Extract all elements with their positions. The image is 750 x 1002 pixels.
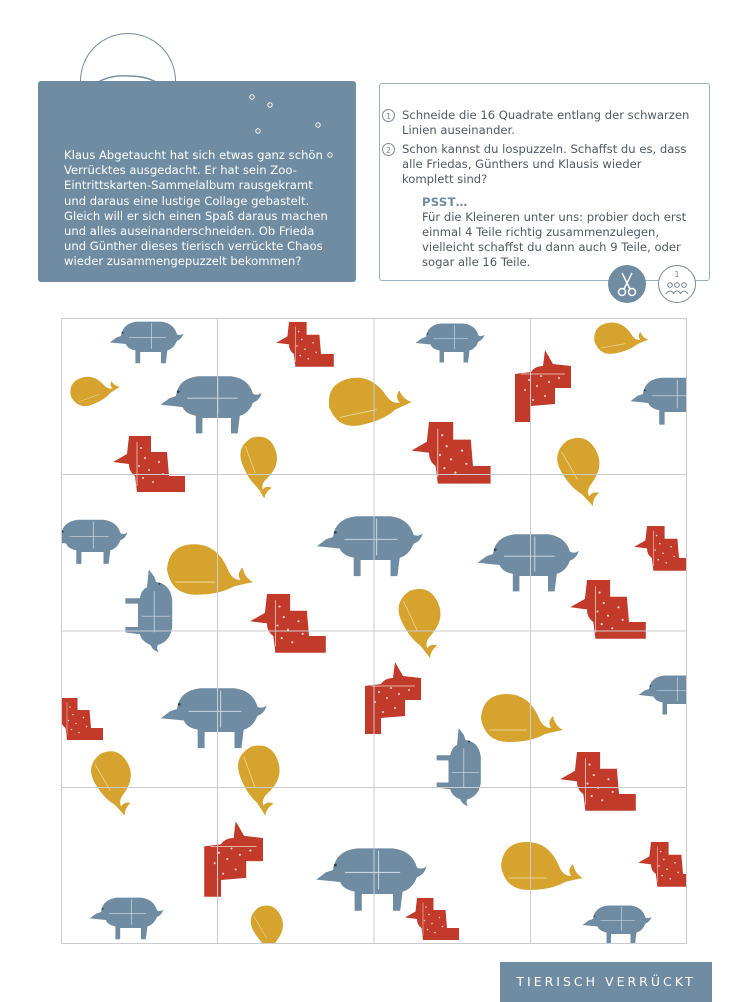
intro-story-text: Klaus Abgetaucht hat sich etwas ganz schön Verrücktes ausgedacht. Er hat sein Zoo-Eintrittskarten-Sammelalbum rausgekramt und daraus eine lustige Collage gebastelt. Gleich will er sich einen Spaß daraus machen und alles auseinanderschneiden. Ob Frieda und Günther dieses tierisch verrückte Chaos wieder zusammengepuzzelt bekommen? (64, 148, 328, 269)
scissors-icon (608, 265, 646, 303)
step-number-badge: 2 (382, 143, 395, 156)
step-text: Schneide die 16 Quadrate entlang der schwarzen Linien auseinander. (402, 108, 690, 137)
grid-lines (61, 318, 687, 944)
step-text: Schon kannst du lospuzzeln. Schaffst du es, dass alle Friedas, Günthers und Klausis wieder komplett sind? (402, 142, 687, 186)
step-number-badge: 1 (382, 109, 395, 122)
footer-title: TIERISCH VERRÜCKT (500, 962, 712, 1002)
instruction-step-1 (385, 108, 692, 138)
people-count: 1 (674, 270, 680, 279)
puzzle-grid (61, 318, 687, 944)
people-group-icon (658, 265, 696, 303)
instruction-step-2 (385, 142, 692, 187)
psst-heading: PSST… (422, 195, 468, 209)
psst-text: Für die Kleineren unter uns: probier doch erst einmal 4 Teile richtig zusammenzulegen, vielleicht schaffst du dann auch 9 Teile, oder sogar alle 16 Teile. (422, 210, 687, 269)
instructions-panel (379, 83, 710, 281)
